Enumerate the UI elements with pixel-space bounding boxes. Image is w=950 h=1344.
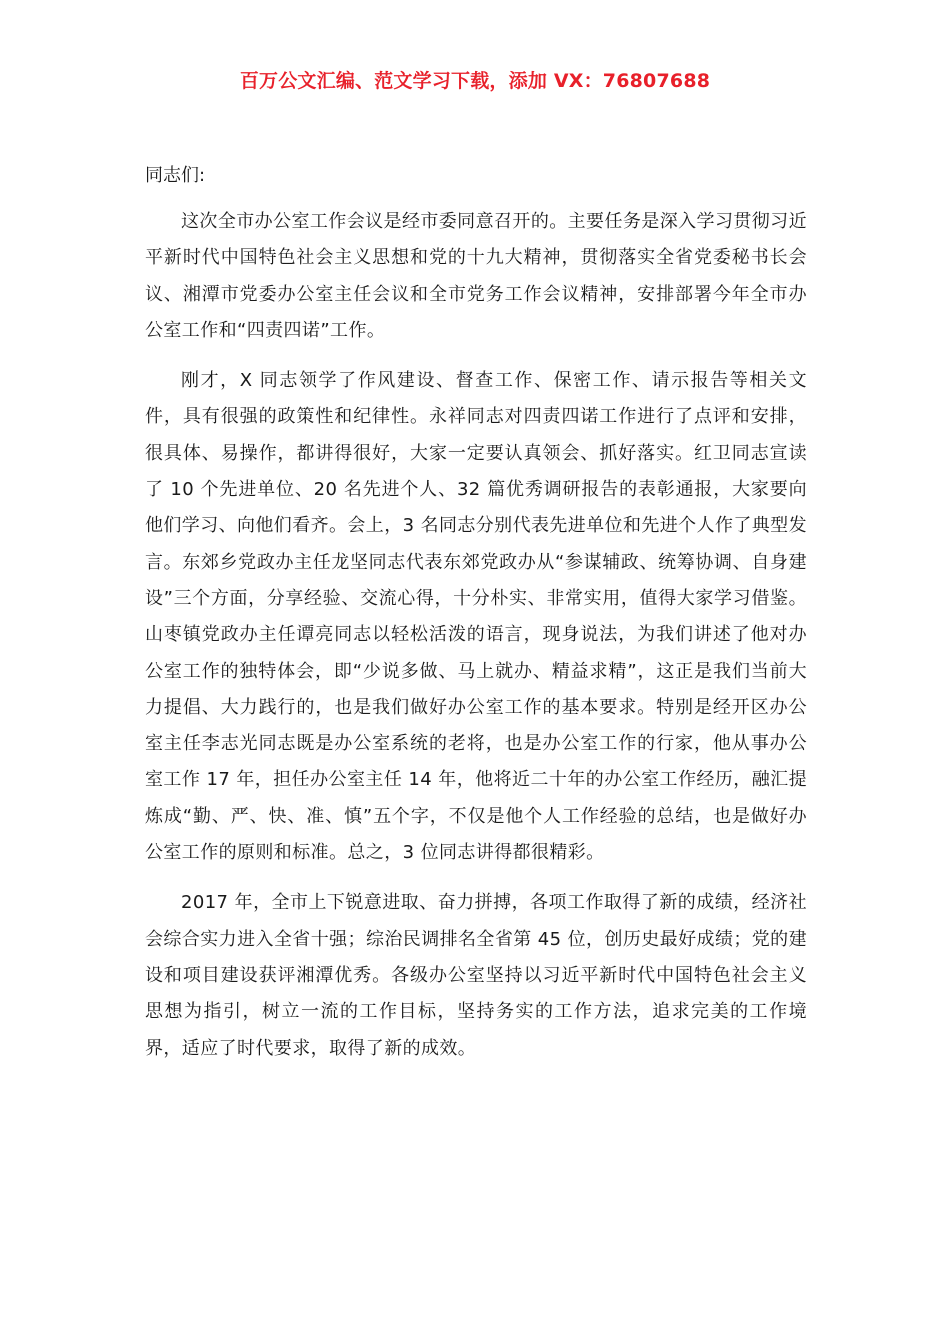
salutation: 同志们: <box>145 165 206 186</box>
paragraph-intro: 这次全市办公室工作会议是经市委同意召开的。主要任务是深入学习贯彻习近平新时代中国特色社会主义思想和党的十九大精神，贯彻落实全省党委秘书长会议、湘潭市党委办公室主任会议和全市党务工作会议精神，安排部署今年全市办公室工作和“四责四诺”工作。 <box>145 211 807 341</box>
paragraph-review: 刚才，X 同志领学了作风建设、督查工作、保密工作、请示报告等相关文件，具有很强的政策性和纪律性。永祥同志对四责四诺工作进行了点评和安排，很具体、易操作，都讲得很好，大家一定要认真领会、抓好落实。红卫同志宣读了 10 个先进单位、20 名先进个人、32 篇优秀调研报告的表彰通报，大家要向他们学习、向他们看齐。会上，3 名同志分别代表先进单位和先进个人作了典型发言。东郊乡党政办主任龙坚同志代表东郊党政办从“参谋辅政、统筹协调、自身建设”三个方面，分享经验、交流心得，十分朴实、非常实用，值得大家学习借鉴。山枣镇党政办主任谭亮同志以轻松活泼的语言，现身说法，为我们讲述了他对办公室工作的独特体会，即“少说多做、马上就办、精益求精”，这正是我们当前大力提倡、大力践行的，也是我们做好办公室工作的基本要求。特别是经开区办公室主任李志光同志既是办公室系统的老将，也是办公室工作的行家，他从事办公室工作 17 年，担任办公室主任 14 年，他将近二十年的办公室工作经历，融汇提炼成“勤、严、快、准、慎”五个字，不仅是他个人工作经验的总结，也是做好办公室工作的原则和标准。总之，3 位同志讲得都很精彩。 <box>145 370 807 864</box>
document-body <box>145 158 807 1081</box>
header-banner: 百万公文汇编、范文学习下载，添加 VX：76807688 <box>239 70 711 92</box>
paragraph-achievements: 2017 年，全市上下锐意进取、奋力拼搏，各项工作取得了新的成绩，经济社会综合实力进入全省十强；综治民调排名全省第 45 位，创历史最好成绩；党的建设和项目建设获评湘潭优秀。各级办公室坚持以习近平新时代中国特色社会主义思想为指引，树立一流的工作目标，坚持务实的工作方法，追求完美的工作境界，适应了时代要求，取得了新的成效。 <box>145 892 807 1059</box>
